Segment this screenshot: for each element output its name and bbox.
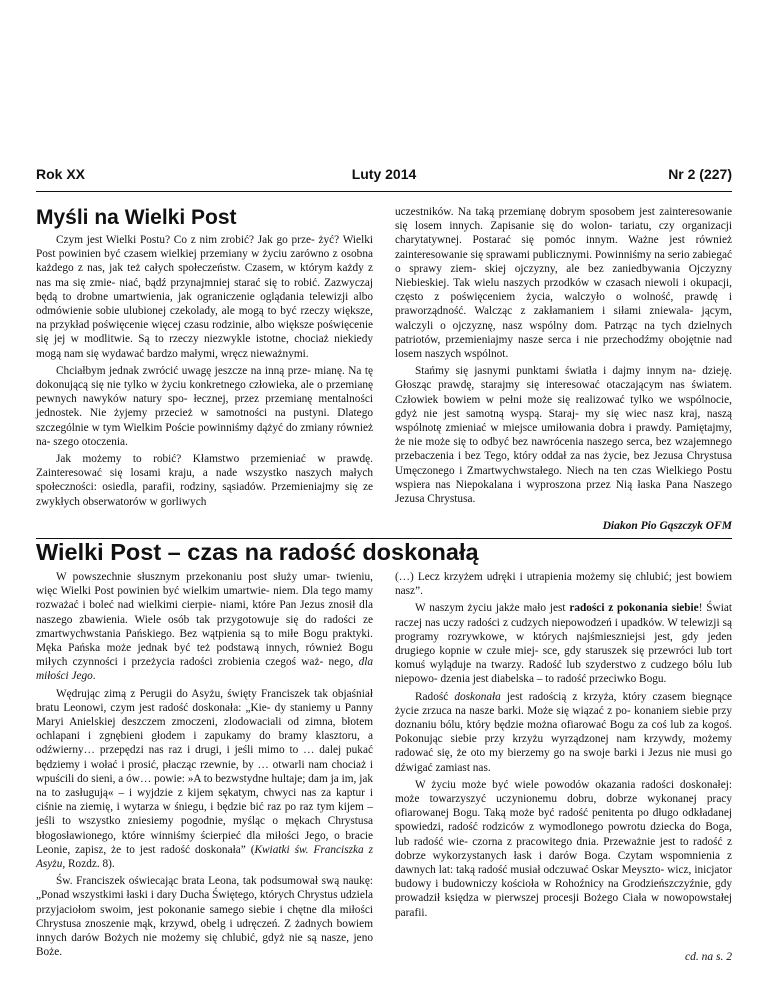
article2-paragraph: (…) Lecz krzyżem udręki i utrapienia możemy się chlubić; jest bowiem nasz”. xyxy=(395,571,732,598)
text-span: W powszechnie słusznym przekonaniu post służy umar- twieniu, więc Wielki Post powinien być wielkim umartwie- niem. Dla tego mamy rozważać i boleć nad wielkimi cierpie- niami, które Pan Jezus znosił dla naszego zbawienia. Wiele osób tak przygotowuje się do radości ze zmartwychwstania Pańskiego. Bez wątpienia są to miłe Bogu praktyki. Męka Pańska może jednak być też podstawą innych, również Bogu miłych czynności i przeżycia radości zrobienia czegoś waż- nego, xyxy=(36,571,373,669)
article2-paragraph xyxy=(36,570,373,684)
article2-paragraph xyxy=(36,687,373,872)
emphasis: doskonała xyxy=(454,690,501,703)
article2-column-left xyxy=(36,570,373,959)
bold-phrase: radości z pokonania siebie xyxy=(569,602,699,615)
text-span: jest radością z krzyża, który czasem biegnące życie zrzuca na nasze barki. Może się wiązać z po- konaniem siebie przy doznaniu bólu, który będzie można ofiarować Bogu za coś lub za kogoś. Pokonując siebie przy krzyżu wyrządzonej nam krzywdy, możemy radować się, że oto my bierzemy go na swoje barki i Jezus nie musi go dźwigać zamiast nas. xyxy=(395,690,732,774)
article2-paragraph: W życiu może być wiele powodów okazania radości doskonałej: może towarzyszyć uczynionemu dobru, dobrze wykonanej pracy ofiarowanej Bogu. Taką może być radość penitenta po długo odkładanej spowiedzi, radość rodziców z wymodlonego powrotu dziecka do Boga, lub radość wie- czorna z pracowitego dnia. Przeważnie jest to radość z dobrze wykorzystanych łask i darów Boga. Czytam wspomnienia z dawnych lat: taką radość musiał odczuwać Oskar Meyszto- wicz, inicjator budowy i budowniczy kościoła w Rohoźnicy na Grodzieńszczyźnie, gdy prowadził księdza w pierwszej procesji Bożego Ciała w nowopowstałej parafii. xyxy=(395,778,732,919)
article1-paragraph: uczestników. Na taką przemianę dobrym sposobem jest zainteresowanie się losem innych. Zapisanie się do wolon- tariatu, czy organizacji charytatywnej. Postarać się pomóc innym. Ważne jest również zainteresowanie się sprawami publicznymi. Powinniśmy na serio zabiegać o sprawy ziem- skiej ojczyzny, ale bez zaniedbywania Ojczyzny Niebieskiej. Tak wielu naszych przodków w czasach niewoli i okupacji, często z poświęceniem życia, walczyło o wolność, prawdę i praworządność. Walcząc z zakłamaniem i siłami zniewala- jącym, walczyli o ojczyznę, nasz wspólny dom. Patrząc na tych dzielnych patriotów, przemieniajmy nasze serca i nie przechodźmy obojętnie nad losem naszych wspólnot. xyxy=(395,206,732,361)
article2-title: Wielki Post – czas na radość doskonałą xyxy=(36,539,479,565)
text-span: Rozdz. 8). xyxy=(65,858,115,871)
article2-paragraph xyxy=(395,601,732,686)
text-span: Radość xyxy=(415,690,455,703)
text-span: ! Świat raczej nas uczy radości z cudzych niepowodzeń i upadków. W telewizji są programy rozrywkowe, w których najśmieszniejsi jest, gdy jeden drugiego kopnie w czułe miej- sce, gdy staruszek się przewróci lub tort komuś wyląduje na twarzy. Radość lub szyderstwo z cudzego bólu lub niepowo- dzenia jest diabelska – to radość przeciwko Bogu. xyxy=(395,602,732,686)
article2-paragraph: Św. Franciszek oświecając brata Leona, tak podsumował swą naukę: „Ponad wszystkimi łaski i dary Ducha Świętego, których Chrystus udziela przyjaciołom swoim, jest pokonanie samego siebie i chętne dla miłości Chrystusa znoszenie mąk, krzywd, obelg i udręczeń. Z żadnych bowiem innych darów Bożych nie możemy się chlubić, gdyż nie są nasze, jeno Boże. xyxy=(36,875,373,959)
article2-column-right xyxy=(395,570,732,920)
text-span: W naszym życiu jakże mało jest xyxy=(415,602,570,615)
article2-paragraph xyxy=(395,690,732,775)
article1-paragraph: Stańmy się jasnymi punktami światła i dajmy innym na- dzieję. Głosząc prawdę, starajmy się interesować otaczającym nas światem. Człowiek bowiem w pełni może się realizować tylko we wspólnocie, gdyż nie jest samotną wyspą. Staraj- my się wiec nasz kraj, naszą wspólnotę zmieniać w miejsce umiłowania dobra i prawdy. Pamiętajmy, że nie może się to odbyć bez nawrócenia naszego serca, bez wzajemnego przebaczenia i bez Tego, który oddał za nas życie, bez Jezusa Chrystusa Umęczonego i Zmartwychwstałego. Niech na ten czas Wielkiego Postu wspiera nas Niepokalana i wyproszona przez Nią łaska Pana Naszego Jezusa Chrystusa. xyxy=(395,365,732,506)
article1-signature: Diakon Pio Gąszczyk OFM xyxy=(602,520,732,532)
article1-paragraph: Chciałbym jednak zwrócić uwagę jeszcze na inną prze- mianę. Na tę dokonującą się nie tylko w życiu konkretnego człowieka, ale o przemianę pewnych nawyków natury spo- łecznej, przez przemianę mentalności jednostek. Nie żyjemy przecież w samotności na pustyni. Dlatego szczególnie w tym Wielkim Poście powinniśmy dążyć do zmiany również na- szego otoczenia. xyxy=(36,364,373,448)
article1-title: Myśli na Wielki Post xyxy=(36,206,237,229)
emphasis: dla miłości Jego xyxy=(36,656,373,683)
article1-column-left xyxy=(36,233,373,509)
text-span: Wędrując zimą z Perugii do Asyżu, święty Franciszek tak objaśniał bratu Leonowi, czym jest radość doskonała: „Kie- dy staniemy u Panny Maryi Anielskiej deszczem zmoczeni, zlodowaciali od zimna, błotem ochlapani i zgnębieni głodem i zapukamy do bramy klasztoru, a odźwierny… przepędzi nas raz i drugi, i jeśli mimo to … dalej pukać będziemy i wołać i prosić, płacząc rzewnie, by … otwarli nam chociaż i wpuścili do sieni, a ów… powie: »A to bezwstydne hultaje; dam ja im, jak na to zasługują« – i wyjdzie z kijem sękatym, chwyci nas za kaptur i ciśnie na ziemię, i wytarza w śniegu, i będzie bić raz po raz tym kijem – jeśli to wszystko zniesiemy pogodnie, myśląc o mękach Chrystusa błogosławionego, które winniśmy ścierpieć dla miłości Jego, o bracie Leonie, zapisz, że to jest radość doskonała” ( xyxy=(36,687,373,856)
issue-label: Nr 2 (227) xyxy=(668,166,732,182)
header-rule xyxy=(36,191,732,192)
article1-paragraph: Jak możemy to robić? Kłamstwo przemieniać w prawdę. Zainteresować się losami kraju, a nade wszystko naszych małych społeczności: osiedla, parafii, rodziny, sąsiadów. Przemieniajmy się ze zwykłych obserwatorów w gorliwych xyxy=(36,453,373,508)
article1-column-right xyxy=(395,205,732,506)
month-label: Luty 2014 xyxy=(351,166,417,182)
article1-paragraph: Czym jest Wielki Postu? Co z nim zrobić? Jak go prze- żyć? Wielki Post powinien być czasem wielkiej przemiany w życiu zarówno z osobna każdego z nas, jak też całych społeczeństw. Czasem, w którym każdy z nas ma się zmie- niać, bądź przynajmniej starać się to robić. Zazwyczaj będą to drobne umartwienia, jak ograniczenie oglądania telewizji albo odmówienie sobie ulubionej czekolady, ale mogą to być rzeczy większe, na przykład poświęcenie więcej czasu rodzinie, albo większe poświęcenie się jej w modlitwie. Są to rzeczy niezwykle istotne, chociaż niekiedy mogą nam się wydawać bardzo małymi, wręcz nieważnymi. xyxy=(36,234,373,360)
citation-title: Kwiatki św. Franciszka z Asyżu, xyxy=(36,843,374,871)
continued-note: cd. na s. 2 xyxy=(685,951,732,963)
text-span: . xyxy=(92,670,96,683)
year-label: Rok XX xyxy=(36,166,86,182)
